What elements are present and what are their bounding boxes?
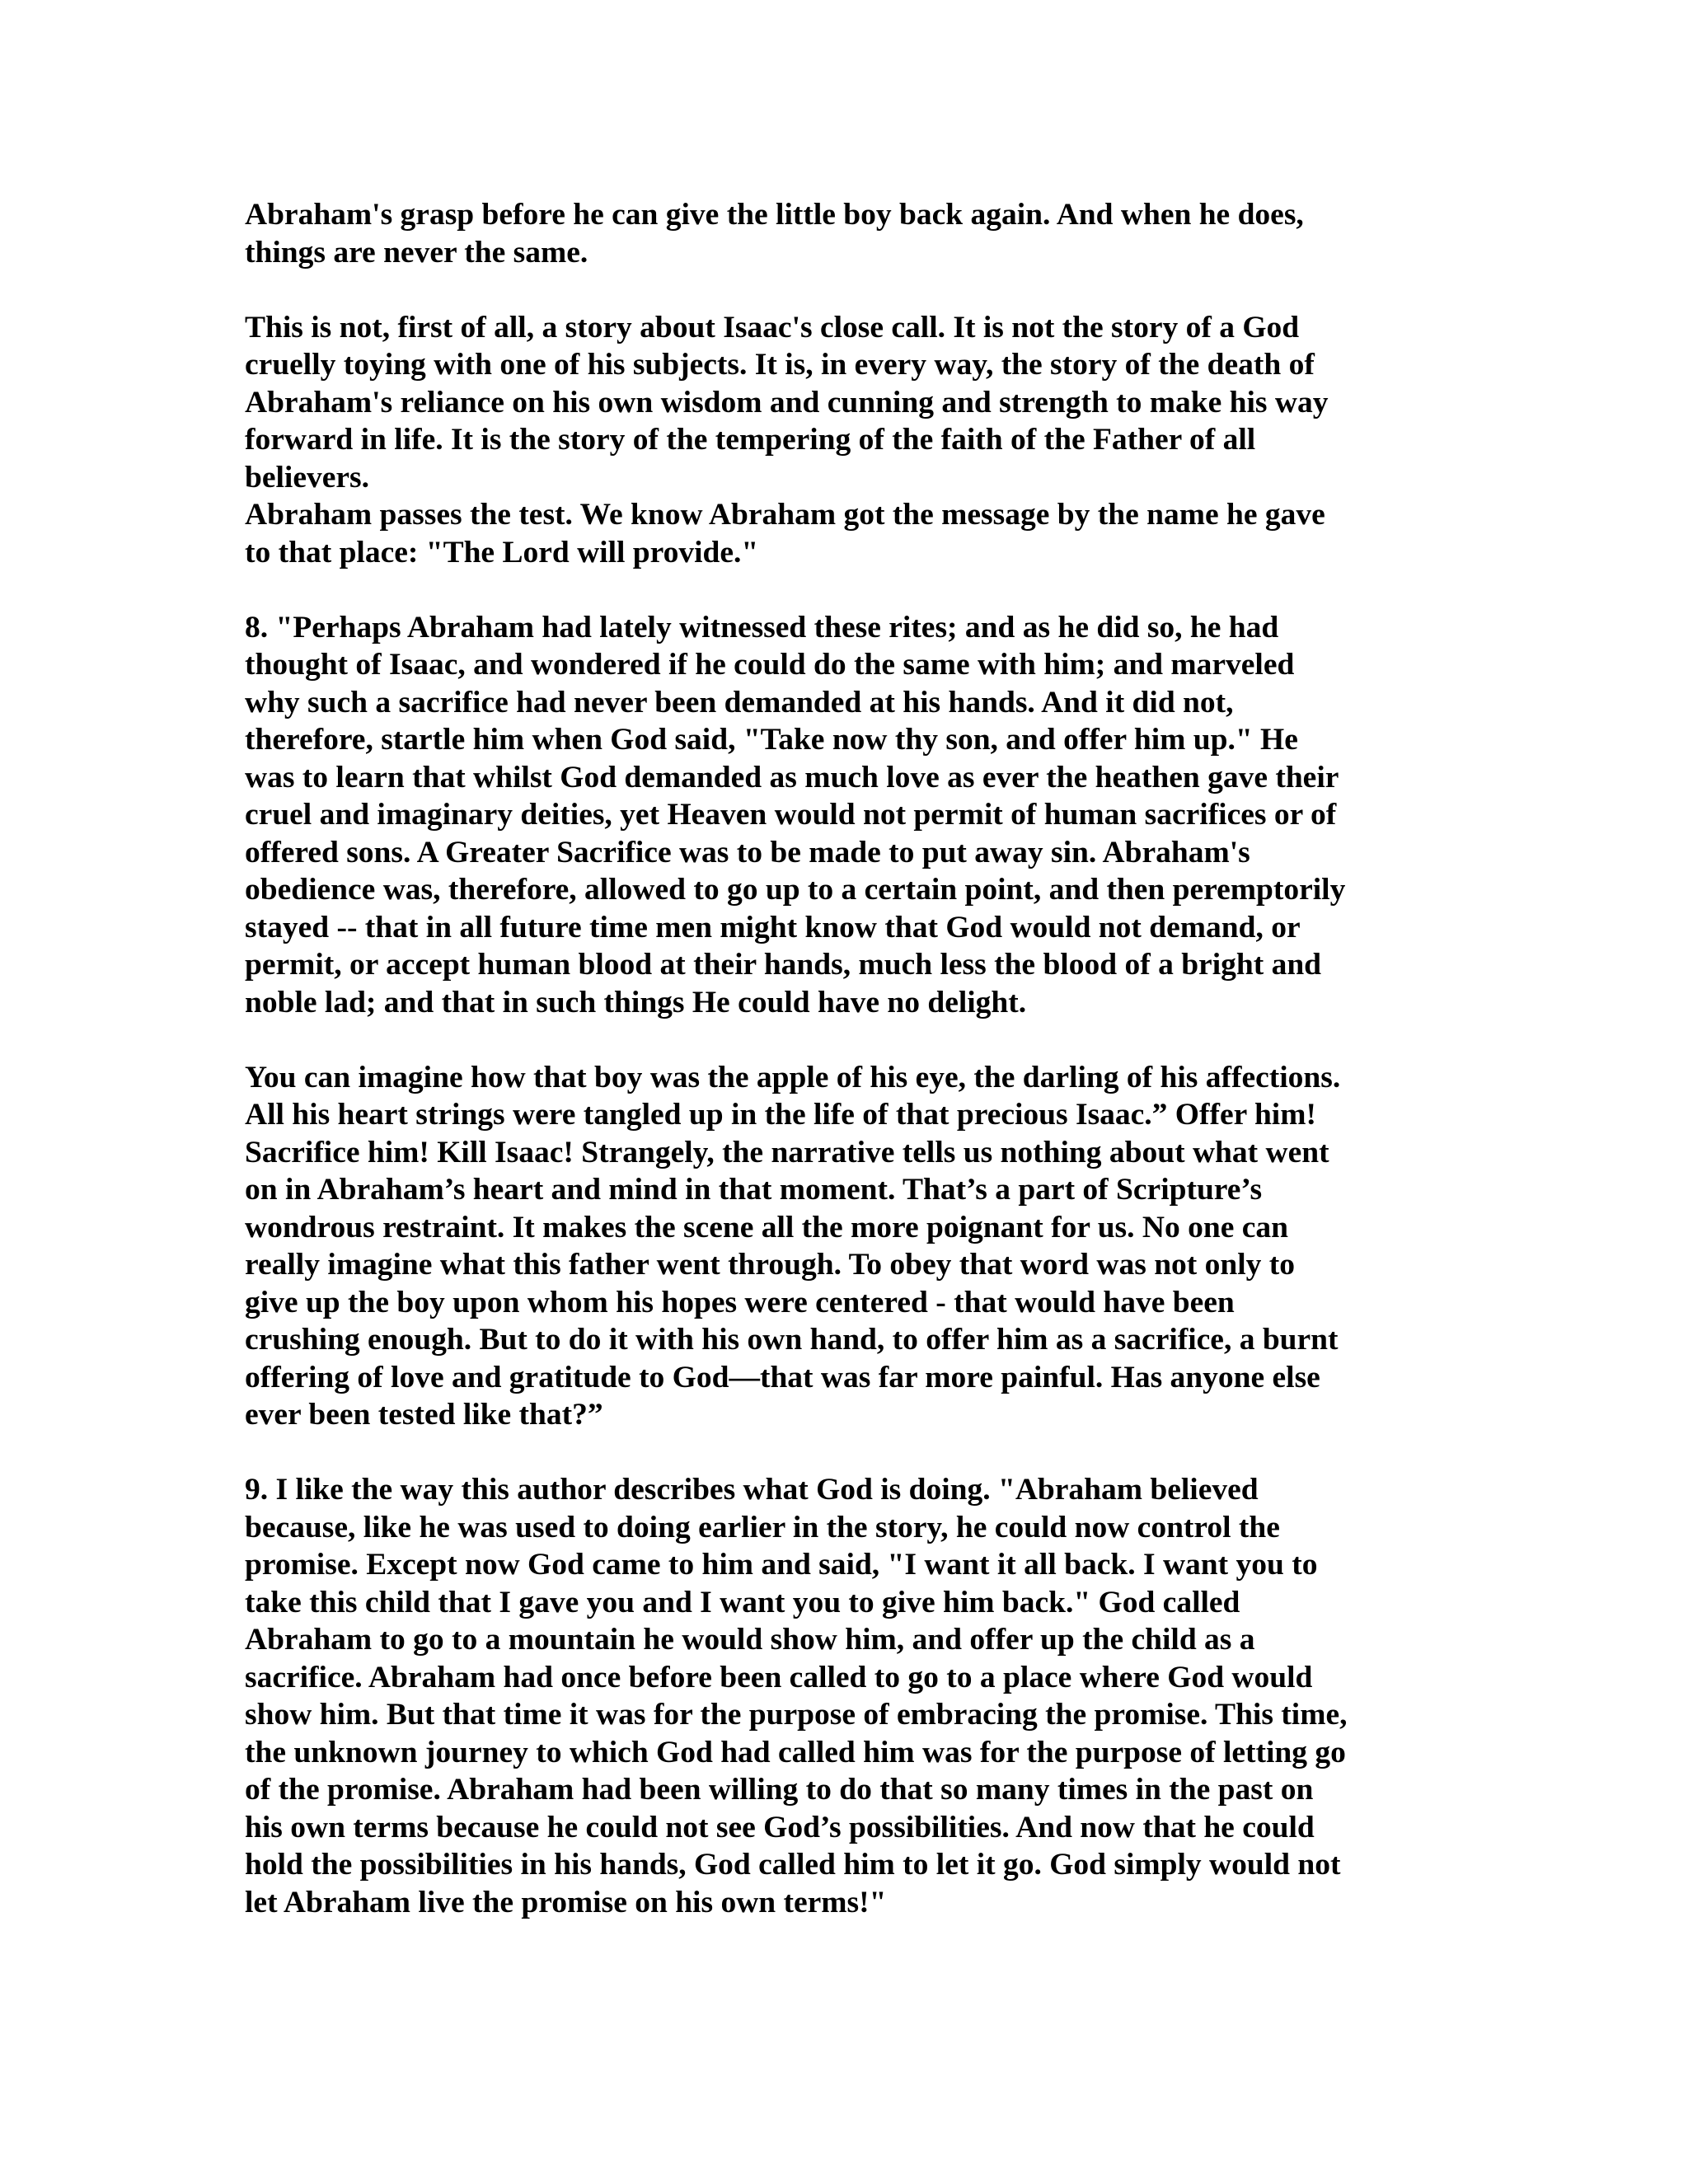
document-body (245, 196, 1448, 1921)
paragraph-spacer (245, 1434, 1448, 1472)
paragraph-item-9: 9. I like the way this author describes what God is doing. "Abraham believed because, like he was used to doing earlier in the story, he could now control the promise. Except now God came to him and said, "I want it all back. I want you to take this child that I gave you and I want you to give him back." God called Abraham to go to a mountain he would show him, and offer up the child as a sacrifice. Abraham had once before been called to go to a place where God would show him. But that time it was for the purpose of embracing the promise. This time, the unknown journey to which God had called him was for the purpose of letting go of the promise. Abraham had been willing to do that so many times in the past on his own terms because he could not see God’s possibilities. And now that he could hold the possibilities in his hands, God called him to let it go. God simply would not let Abraham live the promise on his own terms!" (245, 1473, 1348, 1919)
paragraph-isaac-close-call: This is not, first of all, a story about Isaac's close call. It is not the story of a God cruelly toying with one of his subjects. It is, in every way, the story of the death of Abraham's reliance on his own wisdom and cunning and strength to make his way forward in life. It is the story of the tempering of the faith of the Father of all believers. (245, 310, 1329, 494)
paragraph-spacer (245, 1021, 1448, 1059)
paragraph-item-8: 8. "Perhaps Abraham had lately witnessed these rites; and as he did so, he had thought of Isaac, and wondered if he could do the same with him; and marveled why such a sacrifice had never been demanded at his hands. And it did not, therefore, startle him when God said, "Take now thy son, and offer him up." He was to learn that whilst God demanded as much love as ever the heathen gave their cruel and imaginary deities, yet Heaven would not permit of human sacrifices or of offered sons. A Greater Sacrifice was to be made to put away sin. Abraham's obedience was, therefore, allowed to go up to a certain point, and then peremptorily stayed -- that in all future time men might know that God would not demand, or permit, or accept human blood at their hands, much less the blood of a bright and noble lad; and that in such things He could have no delight. (245, 610, 1346, 1019)
paragraph-apple-of-his-eye: You can imagine how that boy was the apple of his eye, the darling of his affections. All his heart strings were tangled up in the life of that precious Isaac.” Offer him! Sacrifice him! Kill Isaac! Strangely, the narrative tells us nothing about what went on in Abraham’s heart and mind in that moment. That’s a part of Scripture’s wondrous restraint. It makes the scene all the more poignant for us. No one can really imagine what this father went through. To obey that word was not only to give up the boy upon whom his hopes were centered - that would have been crushing enough. But to do it with his own hand, to offer him as a sacrifice, a burnt offering of love and gratitude to God—that was far more painful. Has anyone else ever been tested like that?” (245, 1060, 1341, 1432)
paragraph-spacer (245, 571, 1448, 609)
paragraph-abraham-passes-test: Abraham passes the test. We know Abraham got the message by the name he gave to that place: "The Lord will provide." (245, 498, 1325, 569)
paragraph-abraham-grasp: Abraham's grasp before he can give the little boy back again. And when he does, things are never the same. (245, 198, 1304, 269)
paragraph-spacer (245, 271, 1448, 309)
